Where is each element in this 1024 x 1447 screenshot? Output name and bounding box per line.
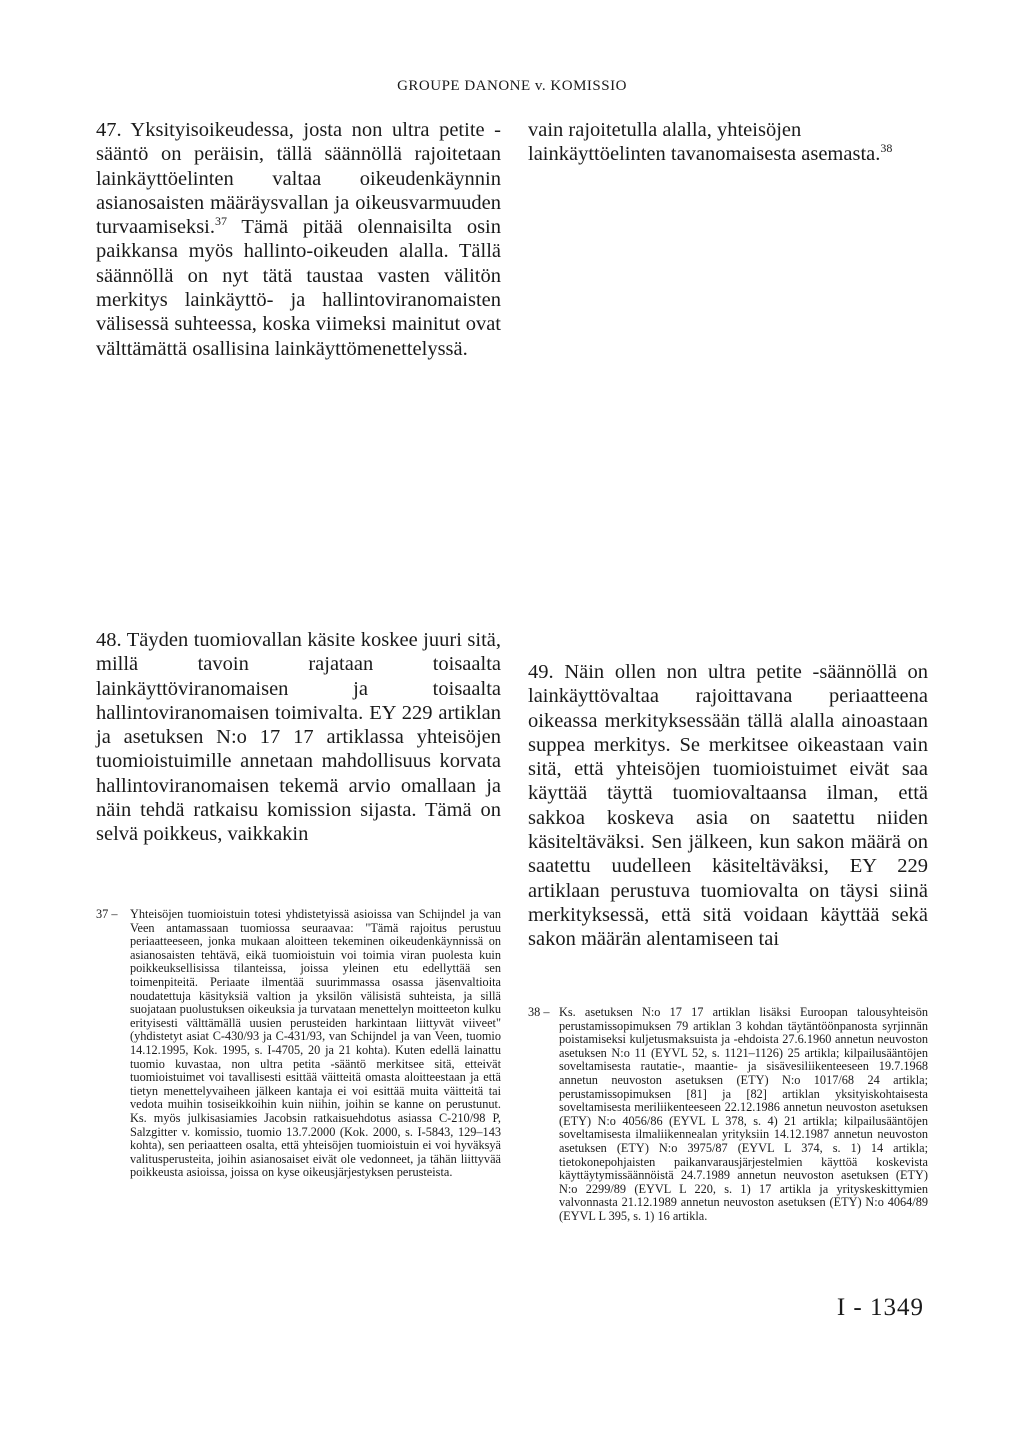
paragraph-47-text: 47. Yksityisoikeudessa, josta non ultra petite -sääntö on peräisin, tällä säännöllä rajoitetaan lainkäyttöelinten valtaa oikeudenkäynnin asianosaisten määräysvallan ja oikeusvarmuuden turvaamiseksi. — [96, 119, 501, 239]
footnote-38-text: Ks. asetuksen N:o 17 17 artiklan lisäksi Euroopan talousyhteisön perustamissopimuksen 79 artiklan 3 kohdan täytäntöönpanosta syrjinnän poistamiseksi kuljetusmaksuista ja -ehdoista 27.6.1960 annetun neuvoston asetuksen N:o 11 (EYVL 52, s. 1121–1126) 25 artikla; kilpailusääntöjen soveltamisesta rautatie-, maantie- ja sisävesiliikenteeseen 19.7.1968 annetun neuvoston asetuksen (ETY) N:o 1017/68 24 artikla; perustamissopimuksen [81] ja [82] artiklan yksityiskohtaisesta soveltamisesta meriliikenteeseen 22.12.1986 annetun neuvoston asetuksen (ETY) N:o 4056/86 (EYVL L 378, s. 4) 21 artikla; kilpailusääntöjen soveltamisesta ilmaliikennealan yrityksiin 14.12.1987 annetun neuvoston asetuksen (ETY) N:o 3975/87 (EYVL L 374, s. 1) 14 artikla; tietokonepohjaisten paikanvarausjärjestelmien käyttöä koskevista käyttäytymissäännöistä 24.7.1989 annetun neuvoston asetuksen (ETY) N:o 2299/89 (EYVL L 220, s. 1) 17 artikla ja yrityskeskittymien valvonnasta 21.12.1989 annetun neuvoston asetuksen (ETY) N:o 4064/89 (EYVL L 395, s. 1) 16 artikla. — [559, 1005, 928, 1223]
footnote-37-text: Yhteisöjen tuomioistuin totesi yhdistetyissä asioissa van Schijndel ja van Veen antamassaan tuomiossa seuraavaa: "Tämä rajoitus perustuu periaatteeseen, jonka mukaan aloitteen tekeminen oikeudenkäynnissä on asianosaisten tehtävä, eikä tuomioistuin voi toimia viran puolesta kuin poikkeuksellisissa tilanteissa, joissa yleinen etu edellyttää sen toimenpiteitä. Periaate ilmentää suurimmassa osassa jäsenvaltioita noudatettuja käsityksiä valtion ja yksilön välisistä suhteista, ja sillä suojataan puolustuksen oikeuksia ja turvataan menettelyn moitteeton kulku erityisesti välttämällä uusien perusteiden harkintaan liittyvät viiveet" (yhdistetyt asiat C-430/93 ja C-431/93, van Schijndel ja van Veen, tuomio 14.12.1995, Kok. 1995, s. I-4705, 20 ja 21 kohta). Kuten edellä lainattu tuomio kuvastaa, non ultra petita -sääntö merkitsee sitä, etteivät tuomioistuimet voi tavallisesti esittää väitteitä omasta aloitteestaan ja että tietyn menettelyvaiheen jälkeen kantaja ei voi esittää muita väitteitä tai vedota muihin tosiseikkoihin kuin niihin, joihin se kanne on perustunut. Ks. myös julkisasiamies Jacobsin ratkaisuehdotus asiassa C-210/98 P, Salzgitter v. komissio, tuomio 13.7.2000 (Kok. 2000, s. I-5843, 129–143 kohta), sen periaatteen osalta, että yhteisöjen tuomioistuin ei voi hyväksyä valitusperusteita, joihin asianosaiset eivät ole vedonneet, ja tähän liittyvää poikkeusta asioissa, joissa on kyse oikeusjärjestyksen perusteista. — [130, 907, 501, 1180]
footnote-ref-38: 38 — [880, 141, 893, 156]
running-header: GROUPE DANONE v. KOMISSIO — [397, 78, 627, 94]
footnote-ref-37: 37 — [215, 214, 227, 229]
footnote-37 — [96, 908, 501, 1180]
footnote-37-number: 37 – — [96, 907, 118, 921]
footnote-38-number: 38 – — [528, 1005, 550, 1019]
paragraph-46-continuation — [528, 118, 928, 167]
footnote-38 — [528, 1006, 928, 1224]
page-number: I - 1349 — [836, 1294, 924, 1321]
paragraph-48: 48. Täyden tuomiovallan käsite koskee juuri sitä, millä tavoin rajataan toisaalta lainkäyttöviranomaisen ja toisaalta hallintoviranomaisen toimivalta. EY 229 artiklan ja asetuksen N:o 17 17 artiklassa yhteisöjen tuomioistuimille annetaan mahdollisuus korvata hallintoviranomaisen tekemä arvio omallaan ja näin tehdä ratkaisu komission sijasta. Tämä on selvä poikkeus, vaikkakin — [96, 629, 501, 846]
continuation-text: vain rajoitetulla alalla, yhteisöjen lainkäyttöelinten tavanomaisesta asemasta. — [528, 119, 881, 166]
paragraph-49: 49. Näin ollen non ultra petite -säännöllä on lainkäyttövaltaa rajoittavana periaatteena oikeassa merkityksessään tällä alalla ainoastaan suppea merkitys. Se merkitsee oikeastaan vain sitä, että yhteisöjen tuomioistuimet eivät saa käyttää täyttä tuomiovaltaansa ilman, että sakkoa koskeva asia on saatettu niiden käsiteltäväksi. Sen jälkeen, kun sakon määrä on saatettu uudelleen käsiteltäväksi, EY 229 artiklaan perustuva tuomiovalta on täysi siinä merkityksessä, että sitä voidaan käyttää sekä sakon määrän alentamiseen tai — [528, 661, 928, 951]
paragraph-47-continuation: Tämä pitää olennaisilta osin paikkansa myös hallinto-oikeuden alalla. Tällä säännöllä on nyt tätä taustaa vasten välitön merkitys lainkäyttö- ja hallintoviranomaisten välisessä suhteessa, koska viimeksi mainitut ovat välttämättä osallisina lainkäyttömenettelyssä. — [96, 216, 501, 360]
paragraph-47 — [96, 118, 501, 361]
